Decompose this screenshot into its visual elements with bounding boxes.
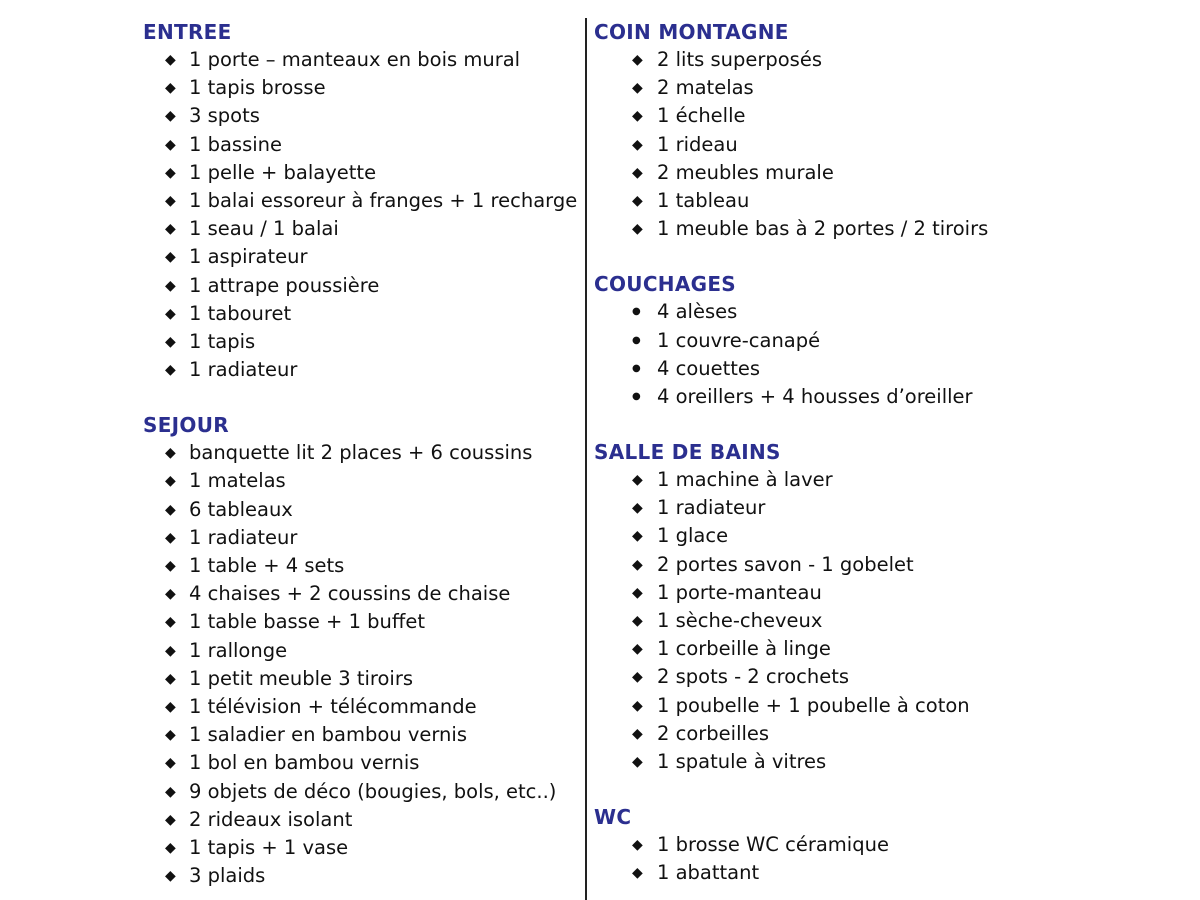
right-column bbox=[594, 18, 1114, 900]
list-item bbox=[594, 159, 1114, 187]
diamond-bullet-icon bbox=[165, 580, 176, 608]
diamond-bullet-icon bbox=[165, 693, 176, 721]
item-list bbox=[594, 831, 1114, 887]
list-item bbox=[594, 692, 1114, 720]
item-text: 1 radiateur bbox=[189, 358, 298, 382]
diamond-bullet-icon bbox=[632, 466, 643, 494]
item-text: 1 rallonge bbox=[189, 638, 288, 662]
diamond-bullet-icon bbox=[165, 131, 176, 159]
item-text: 1 bol en bambou vernis bbox=[189, 751, 420, 775]
section-heading: SEJOUR bbox=[143, 413, 229, 438]
list-item bbox=[594, 74, 1114, 102]
section-heading: WC bbox=[594, 805, 632, 830]
list-item bbox=[143, 721, 578, 749]
diamond-bullet-icon bbox=[632, 859, 643, 887]
section-coin-montagne bbox=[594, 18, 1114, 243]
list-item bbox=[143, 862, 578, 890]
diamond-bullet-icon bbox=[165, 46, 176, 74]
list-item bbox=[143, 834, 578, 862]
diamond-bullet-icon bbox=[165, 496, 176, 524]
diamond-bullet-icon bbox=[632, 131, 643, 159]
item-text: 1 tableau bbox=[657, 188, 750, 212]
item-text: 1 bassine bbox=[189, 132, 283, 156]
diamond-bullet-icon bbox=[165, 74, 176, 102]
section-sejour bbox=[143, 411, 578, 890]
list-item bbox=[594, 131, 1114, 159]
diamond-bullet-icon bbox=[632, 187, 643, 215]
dot-bullet-icon bbox=[632, 383, 641, 413]
diamond-bullet-icon bbox=[165, 102, 176, 130]
dot-bullet-icon bbox=[632, 355, 641, 385]
item-list bbox=[143, 439, 578, 890]
column-divider bbox=[585, 18, 587, 900]
diamond-bullet-icon bbox=[632, 159, 643, 187]
list-item bbox=[594, 579, 1114, 607]
diamond-bullet-icon bbox=[165, 834, 176, 862]
list-item bbox=[143, 608, 578, 636]
item-text: 1 rideau bbox=[657, 132, 738, 156]
list-item bbox=[143, 552, 578, 580]
list-item bbox=[143, 665, 578, 693]
diamond-bullet-icon bbox=[632, 607, 643, 635]
list-item bbox=[143, 215, 578, 243]
item-text: 1 porte – manteaux en bois mural bbox=[189, 48, 521, 71]
item-text: 1 brosse WC céramique bbox=[657, 833, 889, 857]
diamond-bullet-icon bbox=[165, 272, 176, 300]
list-item bbox=[594, 215, 1114, 243]
diamond-bullet-icon bbox=[165, 300, 176, 328]
list-item bbox=[143, 159, 578, 187]
diamond-bullet-icon bbox=[165, 778, 176, 806]
diamond-bullet-icon bbox=[165, 552, 176, 580]
section-wc bbox=[594, 803, 1114, 887]
list-item bbox=[143, 580, 578, 608]
item-text: 2 spots - 2 crochets bbox=[657, 665, 850, 689]
list-item bbox=[143, 272, 578, 300]
list-item bbox=[594, 466, 1114, 494]
item-text: 1 glace bbox=[657, 524, 729, 548]
diamond-bullet-icon bbox=[632, 720, 643, 748]
list-item bbox=[594, 831, 1114, 859]
item-text: 1 aspirateur bbox=[189, 245, 308, 269]
item-text: 1 poubelle + 1 poubelle à coton bbox=[657, 693, 970, 717]
section-salle-de-bains bbox=[594, 438, 1114, 776]
diamond-bullet-icon bbox=[632, 831, 643, 859]
item-text: 4 chaises + 2 coussins de chaise bbox=[189, 582, 511, 606]
item-text: 1 radiateur bbox=[657, 496, 766, 520]
item-text: 1 tapis bbox=[189, 329, 256, 353]
list-item bbox=[143, 778, 578, 806]
list-item bbox=[143, 102, 578, 130]
list-item bbox=[143, 187, 578, 215]
section-heading: COUCHAGES bbox=[594, 272, 736, 297]
item-text: 1 tapis brosse bbox=[189, 76, 326, 100]
diamond-bullet-icon bbox=[165, 749, 176, 777]
list-item bbox=[143, 693, 578, 721]
item-text: 1 seau / 1 balai bbox=[189, 217, 339, 241]
diamond-bullet-icon bbox=[632, 692, 643, 720]
item-text: 1 balai essoreur à franges + 1 recharge bbox=[189, 188, 578, 212]
item-list bbox=[594, 46, 1114, 243]
diamond-bullet-icon bbox=[165, 467, 176, 495]
section-heading: ENTREE bbox=[143, 20, 232, 44]
list-item bbox=[594, 663, 1114, 691]
item-text: 1 attrape poussière bbox=[189, 273, 380, 297]
section-heading: COIN MONTAGNE bbox=[594, 20, 789, 44]
list-item bbox=[143, 46, 578, 74]
list-item bbox=[594, 298, 1114, 326]
list-item bbox=[594, 720, 1114, 748]
diamond-bullet-icon bbox=[165, 159, 176, 187]
item-text: 9 objets de déco (bougies, bols, etc..) bbox=[189, 779, 557, 803]
item-text: 1 échelle bbox=[657, 104, 746, 128]
list-item bbox=[143, 524, 578, 552]
item-text: 1 table basse + 1 buffet bbox=[189, 610, 425, 634]
item-text: 1 saladier en bambou vernis bbox=[189, 723, 467, 747]
diamond-bullet-icon bbox=[632, 635, 643, 663]
diamond-bullet-icon bbox=[632, 215, 643, 243]
item-list bbox=[594, 298, 1114, 411]
item-text: 1 couvre-canapé bbox=[657, 328, 821, 352]
item-text: 6 tableaux bbox=[189, 497, 293, 521]
diamond-bullet-icon bbox=[165, 721, 176, 749]
item-text: 1 petit meuble 3 tiroirs bbox=[189, 666, 414, 690]
item-list bbox=[143, 46, 578, 384]
list-item bbox=[594, 383, 1114, 411]
diamond-bullet-icon bbox=[165, 243, 176, 271]
list-item bbox=[143, 637, 578, 665]
item-text: 1 abattant bbox=[657, 861, 760, 885]
item-text: 2 lits superposés bbox=[657, 48, 822, 71]
diamond-bullet-icon bbox=[165, 187, 176, 215]
diamond-bullet-icon bbox=[165, 665, 176, 693]
list-item bbox=[594, 551, 1114, 579]
item-text: 1 pelle + balayette bbox=[189, 160, 377, 184]
list-item bbox=[143, 439, 578, 467]
diamond-bullet-icon bbox=[165, 862, 176, 890]
list-item bbox=[594, 327, 1114, 355]
diamond-bullet-icon bbox=[165, 439, 176, 467]
list-item bbox=[143, 806, 578, 834]
item-text: 1 porte-manteau bbox=[657, 580, 822, 604]
list-item bbox=[143, 749, 578, 777]
diamond-bullet-icon bbox=[632, 663, 643, 691]
item-text: 2 rideaux isolant bbox=[189, 807, 353, 831]
list-item bbox=[594, 607, 1114, 635]
list-item bbox=[143, 328, 578, 356]
item-text: 2 portes savon - 1 gobelet bbox=[657, 552, 914, 576]
section-heading: SALLE DE BAINS bbox=[594, 440, 781, 465]
diamond-bullet-icon bbox=[165, 356, 176, 384]
item-text: 4 couettes bbox=[657, 356, 761, 380]
item-text: 2 meubles murale bbox=[657, 160, 834, 184]
item-text: 1 corbeille à linge bbox=[657, 637, 831, 661]
list-item bbox=[594, 46, 1114, 74]
item-text: 1 radiateur bbox=[189, 525, 298, 549]
diamond-bullet-icon bbox=[165, 608, 176, 636]
diamond-bullet-icon bbox=[632, 551, 643, 579]
diamond-bullet-icon bbox=[165, 806, 176, 834]
list-item bbox=[594, 355, 1114, 383]
item-text: 1 table + 4 sets bbox=[189, 554, 345, 577]
item-text: 1 télévision + télécommande bbox=[189, 694, 477, 718]
list-item bbox=[594, 187, 1114, 215]
item-text: 2 matelas bbox=[657, 76, 754, 100]
diamond-bullet-icon bbox=[632, 494, 643, 522]
diamond-bullet-icon bbox=[165, 637, 176, 665]
item-text: banquette lit 2 places + 6 coussins bbox=[189, 441, 533, 465]
item-text: 1 sèche-cheveux bbox=[657, 609, 823, 632]
list-item bbox=[594, 102, 1114, 130]
item-text: 1 machine à laver bbox=[657, 468, 833, 492]
diamond-bullet-icon bbox=[632, 522, 643, 550]
diamond-bullet-icon bbox=[165, 215, 176, 243]
dot-bullet-icon bbox=[632, 327, 641, 357]
list-item bbox=[594, 859, 1114, 887]
diamond-bullet-icon bbox=[632, 46, 643, 74]
diamond-bullet-icon bbox=[632, 748, 643, 776]
diamond-bullet-icon bbox=[632, 579, 643, 607]
diamond-bullet-icon bbox=[165, 524, 176, 552]
diamond-bullet-icon bbox=[632, 102, 643, 130]
list-item bbox=[143, 356, 578, 384]
section-entree bbox=[143, 18, 578, 384]
dot-bullet-icon bbox=[632, 298, 641, 328]
item-text: 1 spatule à vitres bbox=[657, 749, 827, 773]
item-text: 3 spots bbox=[189, 104, 260, 128]
list-item bbox=[143, 467, 578, 495]
list-item bbox=[594, 748, 1114, 776]
list-item bbox=[594, 494, 1114, 522]
item-list bbox=[594, 466, 1114, 776]
left-column bbox=[143, 18, 578, 900]
item-text: 1 tapis + 1 vase bbox=[189, 835, 349, 859]
item-text: 4 oreillers + 4 housses d’oreiller bbox=[657, 384, 973, 408]
list-item bbox=[143, 243, 578, 271]
section-couchages bbox=[594, 270, 1114, 411]
list-item bbox=[143, 496, 578, 524]
list-item bbox=[143, 74, 578, 102]
diamond-bullet-icon bbox=[632, 74, 643, 102]
list-item bbox=[594, 635, 1114, 663]
item-text: 1 meuble bas à 2 portes / 2 tiroirs bbox=[657, 217, 989, 241]
list-item bbox=[143, 131, 578, 159]
list-item bbox=[594, 522, 1114, 550]
item-text: 3 plaids bbox=[189, 864, 266, 888]
item-text: 1 matelas bbox=[189, 469, 286, 493]
list-item bbox=[143, 300, 578, 328]
item-text: 2 corbeilles bbox=[657, 721, 770, 745]
diamond-bullet-icon bbox=[165, 328, 176, 356]
item-text: 1 tabouret bbox=[189, 301, 292, 325]
item-text: 4 alèses bbox=[657, 300, 738, 324]
